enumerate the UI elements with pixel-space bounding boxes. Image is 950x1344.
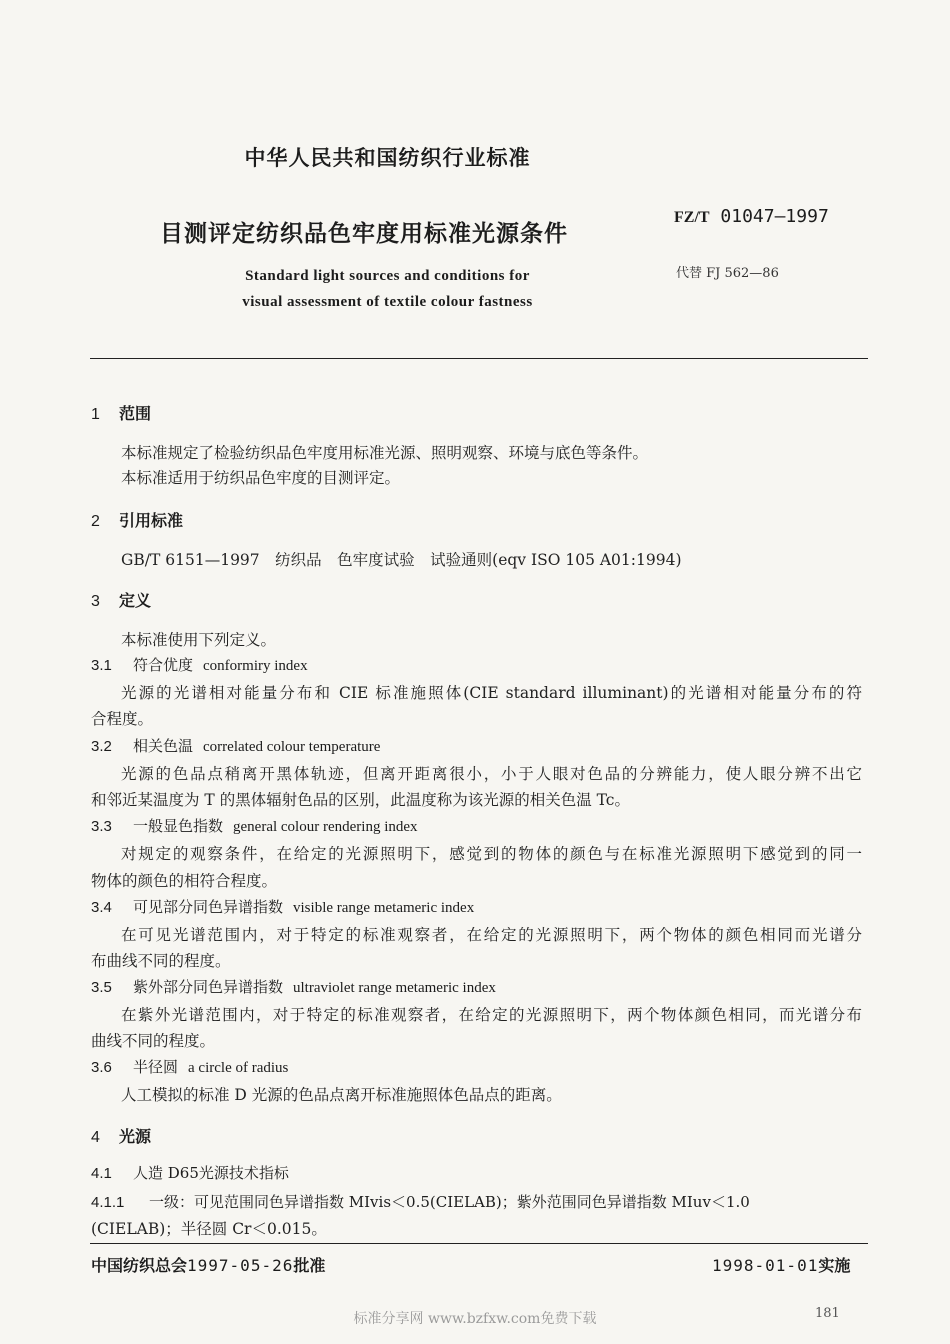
- standard-code-prefix: FZ/T: [674, 209, 710, 226]
- section-2-number: 2: [91, 513, 100, 530]
- definition-3-6-text-1: 人工模拟的标准 D 光源的色品点离开标准施照体色品点的距离。: [121, 1086, 562, 1104]
- section-2-title: 引用标准: [119, 511, 184, 530]
- clause-4-1-text: 人造 D65光源技术指标: [133, 1164, 289, 1182]
- implementation-suffix: 实施: [818, 1256, 851, 1275]
- definition-3-2-text-1: 光源的色品点稍离开黑体轨迹，但离开距离很小，小于人眼对色品的分辨能力，使人眼分辨不出它: [121, 765, 862, 783]
- clause-4-1: [91, 1162, 289, 1183]
- definition-3-2-term: 相关色温: [133, 737, 194, 755]
- clause-4-1-1-number: 4.1.1: [91, 1194, 125, 1211]
- section-1-title: 范围: [119, 404, 152, 423]
- definition-3-4-text-2: 布曲线不同的程度。: [91, 952, 231, 970]
- definition-3-1-text-1: 光源的光谱相对能量分布和 CIE 标准施照体(CIE standard illuminant)的光谱相对能量分布的符: [121, 684, 862, 702]
- definition-3-3-term-en: general colour rendering index: [233, 819, 418, 835]
- definition-3-6-heading: [91, 1056, 288, 1077]
- section-4-title: 光源: [119, 1127, 152, 1146]
- definition-3-2-heading: [91, 735, 380, 756]
- definition-3-6-term-en: a circle of radius: [188, 1060, 289, 1076]
- section-1-para-2: 本标准适用于纺织品色牢度的目测评定。: [121, 469, 401, 487]
- definition-3-5-term: 紫外部分同色异谱指数: [133, 978, 284, 996]
- section-1-para-1: 本标准规定了检验纺织品色牢度用标准光源、照明观察、环境与底色等条件。: [121, 444, 649, 462]
- clause-4-1-1-text-2: (CIELAB)；半径圆 Cr＜0.015。: [91, 1220, 327, 1238]
- definition-3-4-text-1: 在可见光谱范围内，对于特定的标准观察者，在给定的光源照明下，两个物体的颜色相同而光谱分: [121, 926, 862, 944]
- definition-3-6-number: 3.6: [91, 1059, 112, 1076]
- normative-reference: GB/T 6151—1997 纺织品 色牢度试验 试验通则(eqv ISO 105 A01:1994): [121, 551, 682, 569]
- definition-3-2-term-en: correlated colour temperature: [203, 739, 381, 755]
- definition-3-2-number: 3.2: [91, 738, 112, 755]
- definition-3-5-text-1: 在紫外光谱范围内，对于特定的标准观察者，在给定的光源照明下，两个物体颜色相同，而光谱分布: [121, 1006, 862, 1024]
- section-4-heading: [91, 1124, 151, 1147]
- definition-3-1-heading: [91, 654, 308, 675]
- definition-3-3-number: 3.3: [91, 818, 112, 835]
- section-2-heading: [91, 508, 183, 531]
- clause-4-1-1-text-1: 一级：可见范围同色异谱指数 MIvis＜0.5(CIELAB)；紫外范围同色异谱指数 MIuv＜1.0: [149, 1193, 750, 1211]
- definition-3-3-heading: [91, 815, 418, 836]
- approval-date: 1997-05-26: [187, 1256, 294, 1275]
- approval-line: [91, 1253, 325, 1276]
- definition-3-3-term: 一般显色指数: [133, 817, 224, 835]
- definition-3-3-text-2: 物体的颜色的相符合程度。: [91, 872, 278, 890]
- definition-3-5-text-2: 曲线不同的程度。: [91, 1032, 216, 1050]
- definition-3-3-text-1: 对规定的观察条件，在给定的光源照明下，感觉到的物体的颜色与在标准光源照明下感觉到的同一: [121, 845, 862, 863]
- issuing-body: 中华人民共和国纺织行业标准: [244, 146, 531, 170]
- standard-code: [674, 206, 829, 227]
- section-3-number: 3: [91, 593, 100, 610]
- footer-divider: [90, 1243, 868, 1244]
- definition-3-4-term-en: visible range metameric index: [293, 900, 475, 916]
- definition-3-4-heading: [91, 896, 474, 917]
- definition-3-1-term: 符合优度: [133, 656, 194, 674]
- definition-3-6-term: 半径圆: [133, 1058, 179, 1076]
- section-1-number: 1: [91, 406, 100, 423]
- definition-3-4-term: 可见部分同色异谱指数: [133, 898, 284, 916]
- page-number: 181: [815, 1306, 840, 1321]
- replaces-standard: 代替 FJ 562—86: [676, 266, 779, 281]
- definition-3-4-number: 3.4: [91, 899, 112, 916]
- section-1-heading: [91, 401, 151, 424]
- definition-3-5-term-en: ultraviolet range metameric index: [293, 980, 496, 996]
- watermark: 标准分享网 www.bzfxw.com免费下载: [353, 1311, 597, 1327]
- approval-org: 中国纺织总会: [91, 1256, 188, 1275]
- clause-4-1-1: [91, 1191, 863, 1212]
- clause-4-1-number: 4.1: [91, 1165, 112, 1182]
- standard-title-en-2: visual assessment of textile colour fastness: [242, 294, 533, 310]
- implementation-line: [712, 1253, 850, 1276]
- standard-title-en-1: Standard light sources and conditions for: [245, 268, 530, 284]
- section-3-title: 定义: [119, 591, 152, 610]
- definition-3-1-term-en: conformiry index: [203, 658, 308, 674]
- approval-suffix: 批准: [293, 1256, 326, 1275]
- definition-3-1-number: 3.1: [91, 657, 112, 674]
- section-4-number: 4: [91, 1129, 100, 1146]
- implementation-date: 1998-01-01: [712, 1256, 819, 1275]
- standard-code-number: 01047—1997: [720, 206, 829, 227]
- definition-3-1-text-2: 合程度。: [91, 710, 154, 728]
- standard-title-cn: 目测评定纺织品色牢度用标准光源条件: [160, 221, 568, 247]
- definition-3-2-text-2: 和邻近某温度为 T 的黑体辐射色品的区别，此温度称为该光源的相关色温 Tc。: [91, 791, 630, 809]
- section-3-intro: 本标准使用下列定义。: [121, 631, 277, 649]
- definition-3-5-heading: [91, 976, 496, 997]
- definition-3-5-number: 3.5: [91, 979, 112, 996]
- section-3-heading: [91, 588, 151, 611]
- header-divider: [90, 358, 868, 359]
